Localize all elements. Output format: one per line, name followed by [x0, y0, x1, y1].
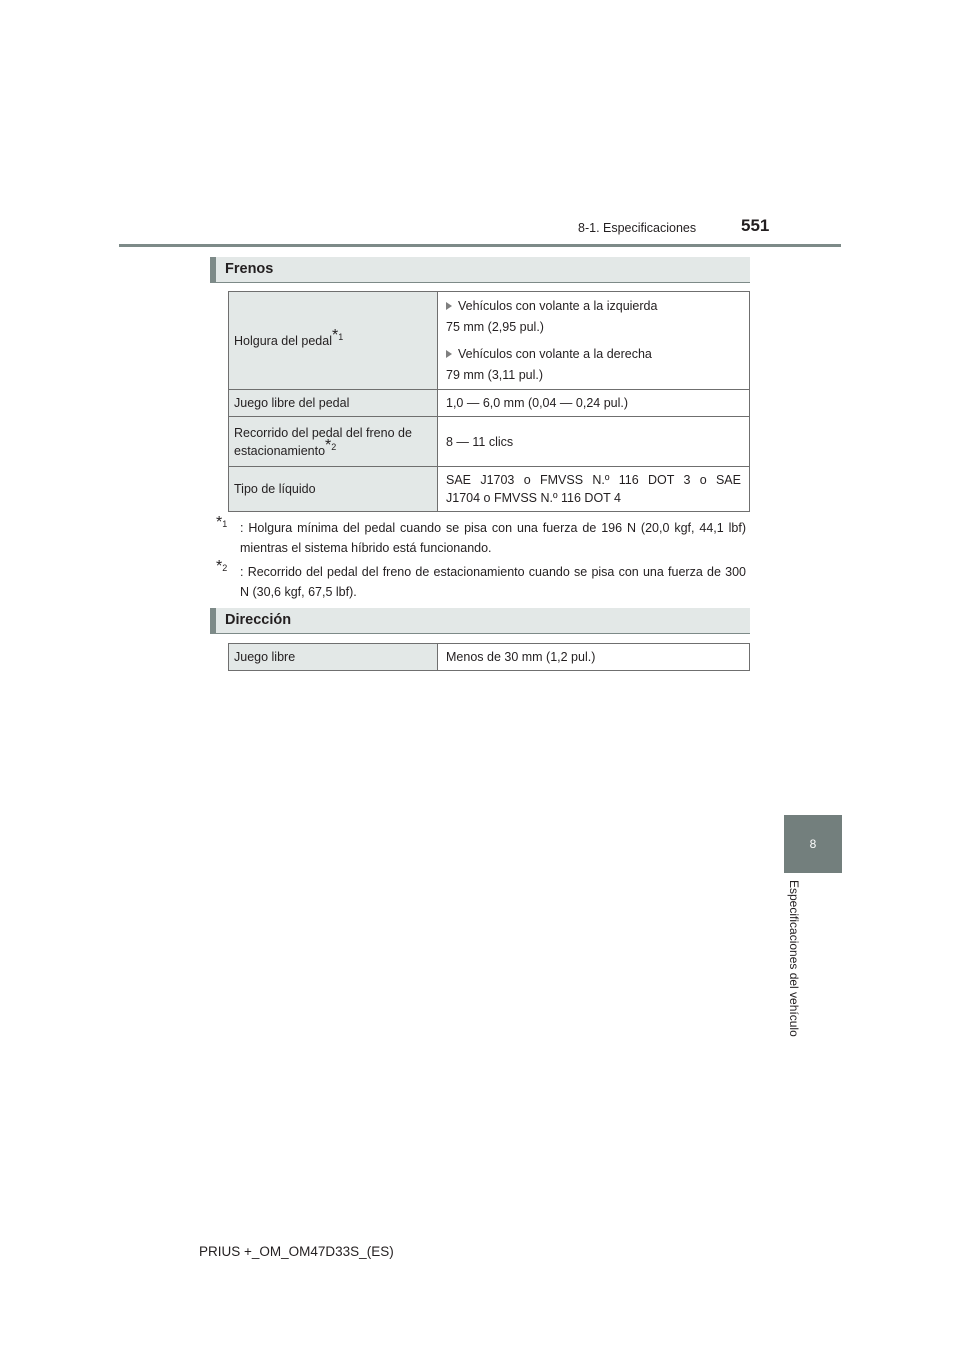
- pedal-free-play-value: 1,0 — 6,0 mm (0,04 — 0,24 pul.): [438, 390, 750, 417]
- section-heading-direccion: Dirección: [210, 608, 750, 634]
- table-row: [229, 292, 750, 390]
- section-title: 8-1. Especificaciones: [578, 221, 697, 235]
- chapter-label: [784, 880, 804, 1060]
- steering-free-play-label: Juego libre: [229, 644, 438, 671]
- footnote-mark: *: [332, 326, 339, 344]
- footnote-2: $^{*2}$ : Recorrido del pedal del freno de estacionamiento cuando se pisa con una fuerza de 300 N (30,6 kgf, 67,5 lbf).: [216, 557, 746, 599]
- section-heading-frenos: Frenos: [210, 257, 750, 283]
- page-number: 551: [741, 216, 770, 235]
- parking-brake-travel-label: Recorrido del pedal del freno de estacionamiento$^{*2}$: [229, 417, 438, 467]
- table-row: [229, 644, 750, 671]
- triangle-bullet-icon: [446, 350, 452, 358]
- table-row: [229, 417, 750, 467]
- pedal-height-value: Vehículos con volante a la izquierda 75 mm (2,95 pul.) Vehículos con volante a la derecha 79 mm (3,11 pul.): [438, 292, 750, 390]
- chapter-label-text: Especificaciones del vehículo: [787, 880, 801, 1037]
- footnote-number: 2: [331, 441, 337, 452]
- table-row: [229, 390, 750, 417]
- footnote-number: 1: [338, 331, 344, 342]
- footnote-1: $^{*1}$ : Holgura mínima del pedal cuando se pisa con una fuerza de 196 N (20,0 kgf, 44,1 lbf) mientras el sistema híbrido está funcionando.: [216, 513, 746, 555]
- chapter-tab: 8: [784, 815, 842, 873]
- steering-free-play-value: Menos de 30 mm (1,2 pul.): [438, 644, 750, 671]
- pedal-free-play-label: Juego libre del pedal: [229, 390, 438, 417]
- steering-spec-table: [228, 643, 750, 671]
- document-code: PRIUS +_OM_OM47D33S_(ES): [199, 1244, 394, 1259]
- table-row: [229, 467, 750, 512]
- fluid-type-label: Tipo de líquido: [229, 467, 438, 512]
- triangle-bullet-icon: [446, 302, 452, 310]
- footnote-mark: *: [325, 436, 332, 454]
- pedal-height-label: Holgura del pedal$^{*1}$: [229, 292, 438, 390]
- brakes-spec-table: [228, 291, 750, 512]
- header-divider: [119, 244, 841, 247]
- fluid-type-value: SAE J1703 o FMVSS N.º 116 DOT 3 o SAE J1704 o FMVSS N.º 116 DOT 4: [438, 467, 750, 512]
- parking-brake-travel-value: 8 — 11 clics: [438, 417, 750, 467]
